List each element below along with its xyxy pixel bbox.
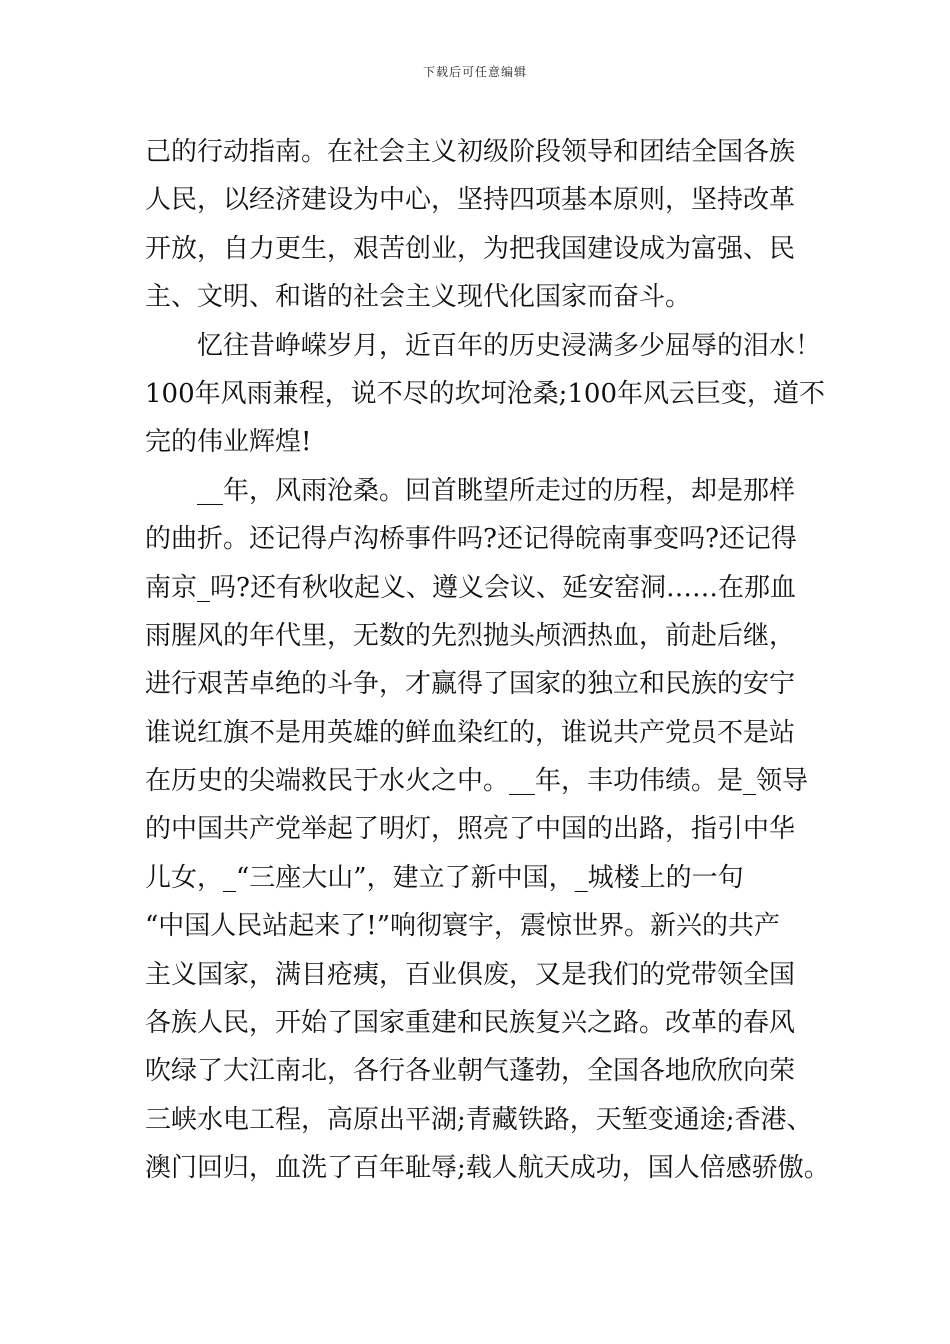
page-header: 下载后可任意编辑	[422, 65, 527, 79]
text-line: 的中国共产党举起了明灯，照亮了中国的出路，指引中华	[145, 814, 796, 845]
text-line: 儿女，_“三座大山”，建立了新中国，_城楼上的一句	[145, 862, 744, 893]
text-line: 的曲折。还记得卢沟桥事件吗?还记得皖南事变吗?还记得	[145, 524, 797, 555]
text-line: 南京_吗?还有秋收起义、遵义会议、延安窑洞……在那血	[145, 572, 796, 603]
text-line: 主、文明、和谐的社会主义现代化国家而奋斗。	[145, 282, 692, 313]
text-line: 100年风雨兼程，说不尽的坎坷沧桑;100年风云巨变，道不	[145, 378, 826, 409]
text-line: 吹绿了大江南北，各行各业朝气蓬勃，全国各地欣欣向荣	[145, 1056, 796, 1087]
text-line: 三峡水电工程，高原出平湖;青藏铁路，天堑变通途;香港、	[145, 1104, 813, 1135]
text-line: 开放，自力更生，艰苦创业，为把我国建设成为富强、民	[145, 233, 796, 264]
text-line: 进行艰苦卓绝的斗争，才赢得了国家的独立和民族的安宁	[145, 669, 796, 700]
document-body	[145, 128, 830, 1193]
text-line: 主义国家，满目疮痍，百业俱废，又是我们的党带领全国	[145, 959, 796, 990]
text-line: 人民，以经济建设为中心，坚持四项基本原则，坚持改革	[145, 185, 796, 216]
text-line: 完的伟业辉煌!	[145, 427, 312, 458]
text-line: 各族人民，开始了国家重建和民族复兴之路。改革的春风	[145, 1008, 796, 1039]
paragraph-start-line: 忆往昔峥嵘岁月，近百年的历史浸满多少屈辱的泪水！	[197, 330, 822, 361]
text-line: 在历史的尖端救民于水火之中。__年，丰功伟绩。是_领导	[145, 766, 809, 797]
text-line: 己的行动指南。在社会主义初级阶段领导和团结全国各族	[145, 137, 796, 167]
text-line: 谁说红旗不是用英雄的鲜血染红的，谁说共产党员不是站	[145, 717, 796, 748]
text-line: 澳门回归，血洗了百年耻辱;载人航天成功，国人倍感骄傲。	[145, 1153, 830, 1184]
paragraph-start-line: __年，风雨沧桑。回首眺望所走过的历程，却是那样	[197, 475, 796, 506]
text-line: 雨腥风的年代里，无数的先烈抛头颅洒热血，前赴后继，	[145, 620, 796, 651]
text-line: “中国人民站起来了!”响彻寰宇，震惊世界。新兴的共产	[145, 911, 781, 942]
